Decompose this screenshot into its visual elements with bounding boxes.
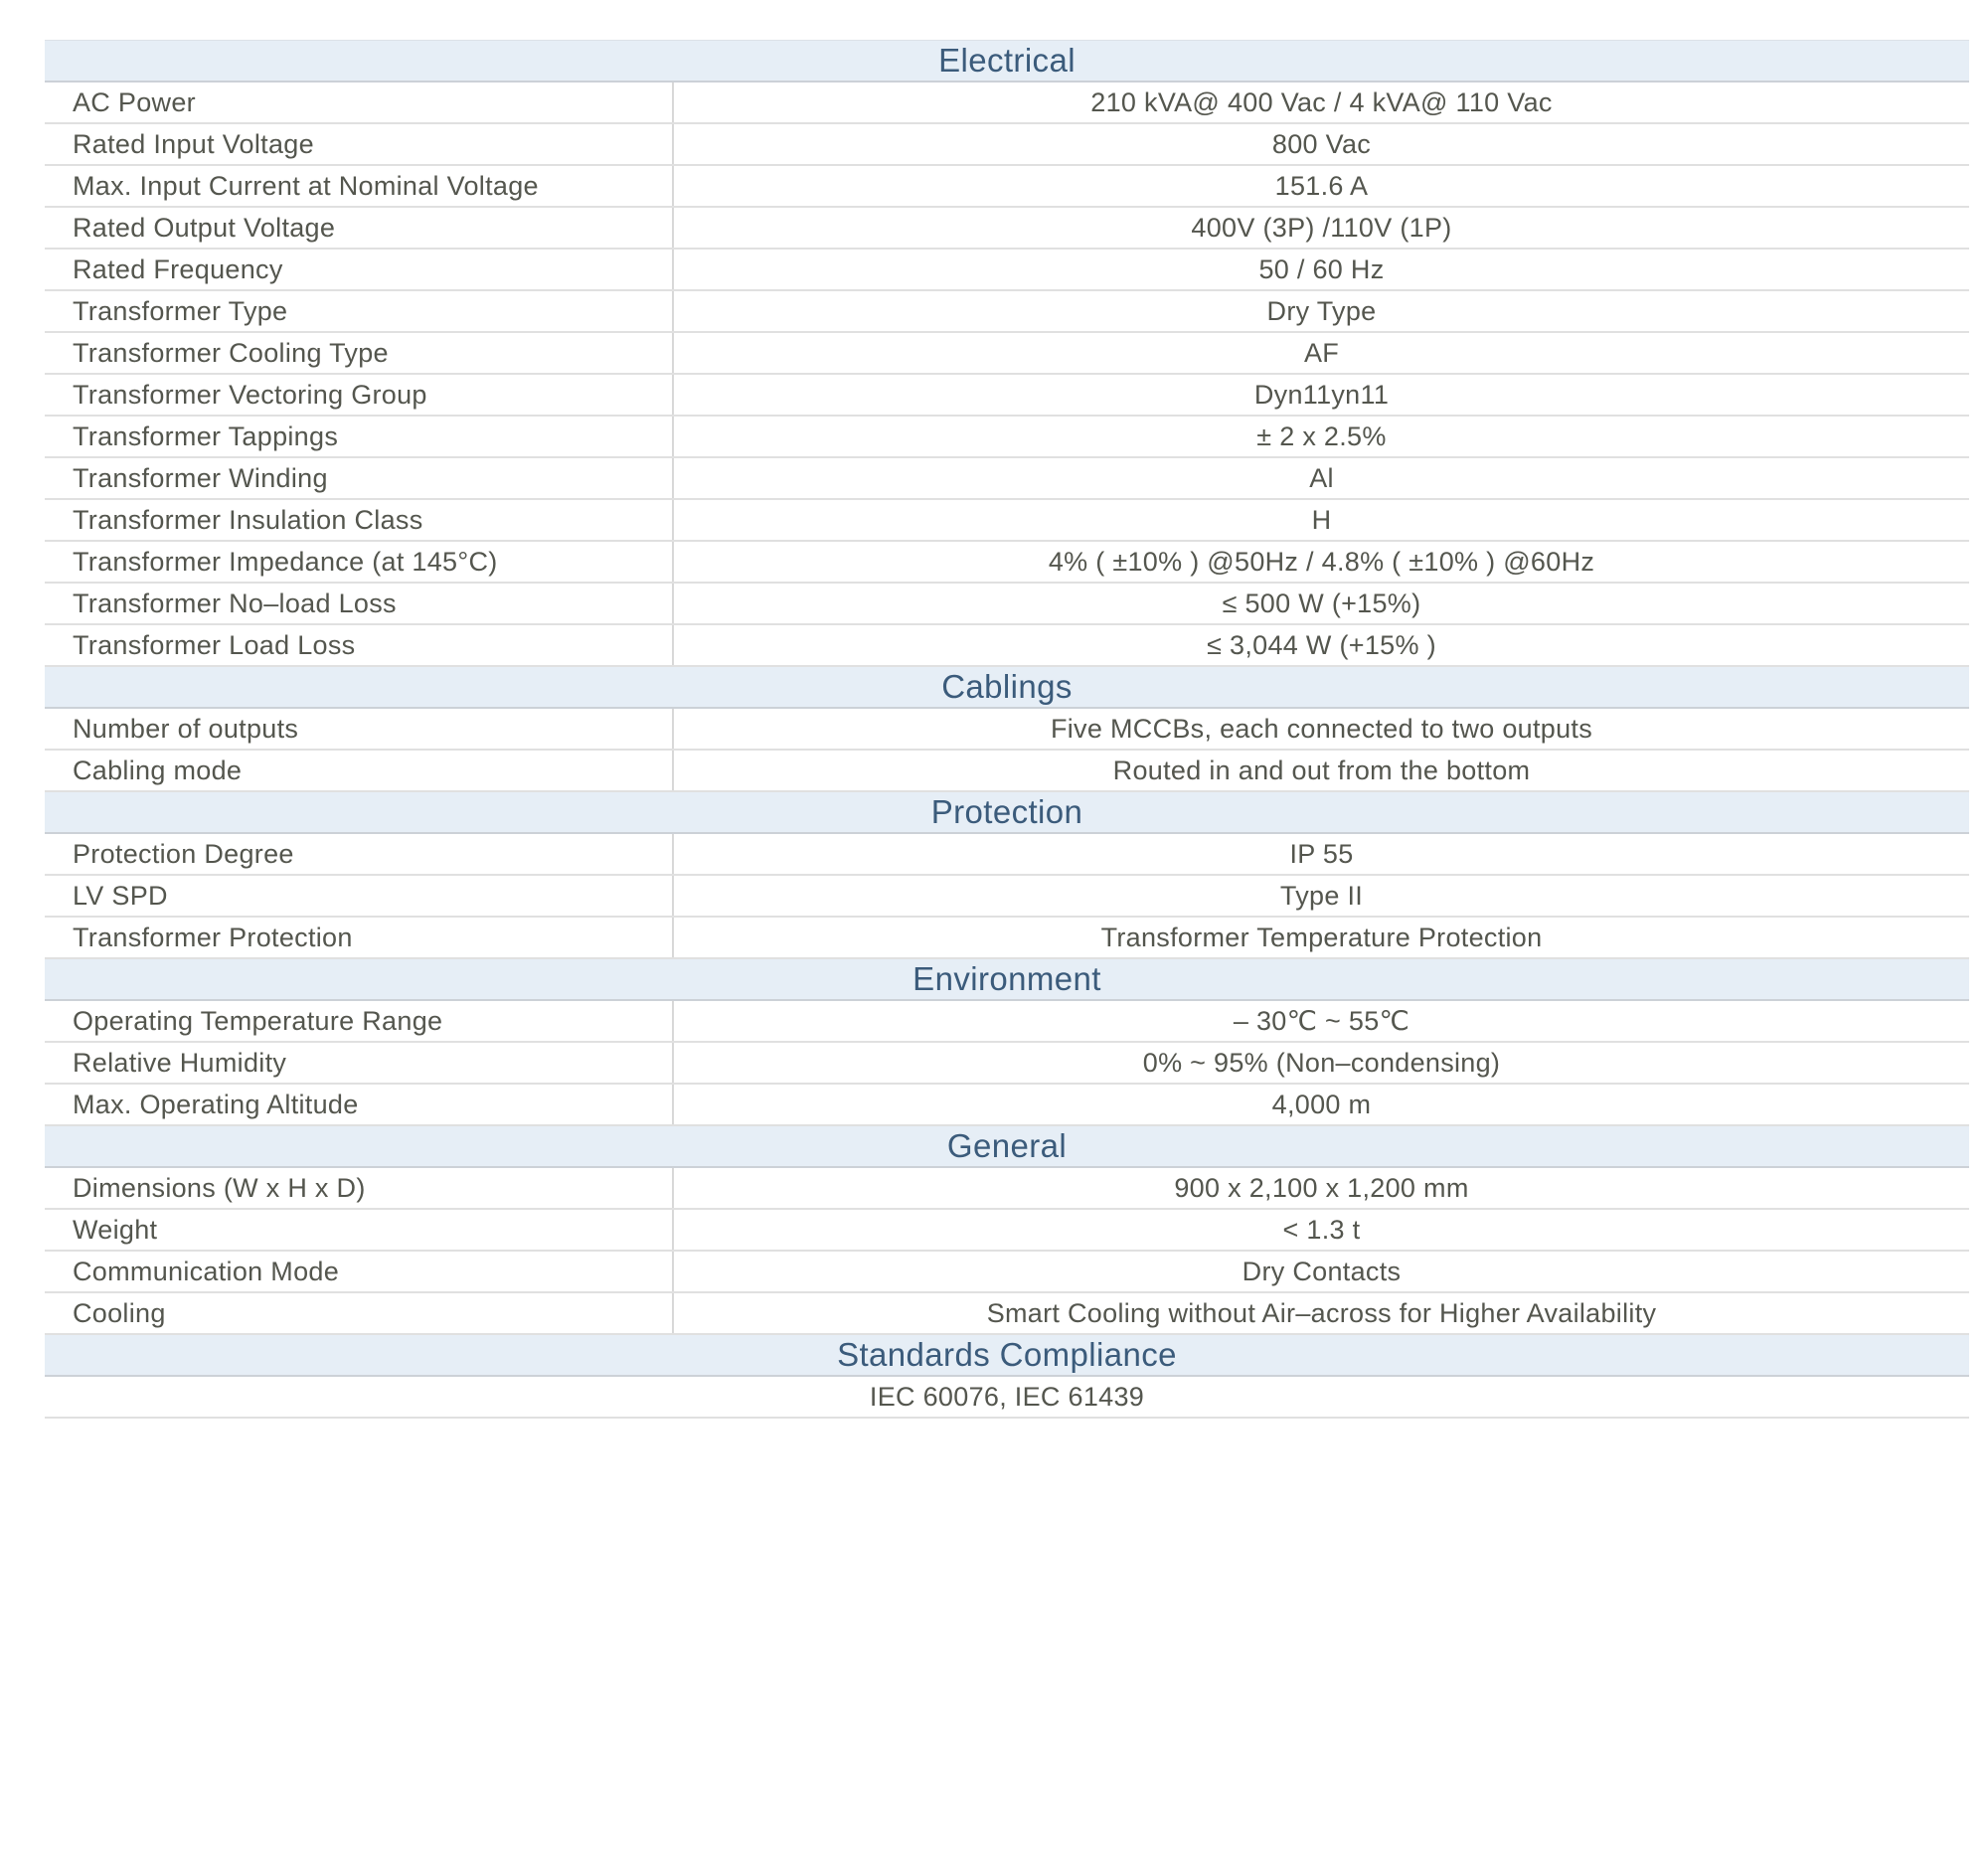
section-header: [45, 41, 1969, 83]
spec-value: Type II: [672, 876, 1969, 916]
spec-value: 900 x 2,100 x 1,200 mm: [672, 1168, 1969, 1208]
table-row: [45, 124, 1969, 166]
section-header: [45, 959, 1969, 1001]
spec-label: AC Power: [73, 86, 196, 117]
spec-value: Dry Type: [672, 291, 1969, 331]
table-row: [45, 1085, 1969, 1126]
table-row: [45, 1210, 1969, 1252]
spec-label: Rated Output Voltage: [73, 212, 336, 243]
spec-label: Transformer Load Loss: [73, 629, 356, 660]
section-title: Standards Compliance: [837, 1336, 1177, 1373]
spec-label: Number of outputs: [73, 713, 299, 744]
spec-label: Protection Degree: [73, 838, 294, 869]
spec-value: 4,000 m: [672, 1085, 1969, 1124]
spec-value: ± 2 x 2.5%: [672, 417, 1969, 456]
table-row-full: [45, 1377, 1969, 1419]
spec-value: Dry Contacts: [672, 1252, 1969, 1291]
spec-table: [45, 40, 1969, 1419]
spec-value: 800 Vac: [672, 124, 1969, 164]
section-title: Cablings: [941, 668, 1073, 705]
table-row: [45, 375, 1969, 417]
spec-value: 4% ( ±10% ) @50Hz / 4.8% ( ±10% ) @60Hz: [672, 542, 1969, 582]
spec-label: Max. Input Current at Nominal Voltage: [73, 170, 539, 201]
table-row: [45, 333, 1969, 375]
spec-label: Transformer Protection: [73, 922, 353, 952]
spec-label: Communication Mode: [73, 1256, 340, 1286]
table-row: [45, 1043, 1969, 1085]
spec-value: 210 kVA@ 400 Vac / 4 kVA@ 110 Vac: [672, 83, 1969, 122]
spec-label: Cabling mode: [73, 755, 243, 785]
spec-value: H: [672, 500, 1969, 540]
spec-value: IEC 60076, IEC 61439: [869, 1381, 1145, 1412]
spec-value: Smart Cooling without Air–across for Higher Availability: [672, 1293, 1969, 1333]
spec-label: Cooling: [73, 1297, 166, 1328]
spec-value: 0% ~ 95% (Non–condensing): [672, 1043, 1969, 1083]
spec-value: AF: [672, 333, 1969, 373]
table-row: [45, 458, 1969, 500]
spec-value: Dyn11yn11: [672, 375, 1969, 415]
table-row: [45, 584, 1969, 625]
spec-label: Rated Input Voltage: [73, 128, 314, 159]
section-title: Protection: [930, 793, 1083, 830]
spec-label: Weight: [73, 1214, 158, 1245]
table-row: [45, 208, 1969, 250]
section-title: Environment: [912, 960, 1101, 997]
spec-label: Transformer Cooling Type: [73, 337, 389, 368]
table-row: [45, 83, 1969, 124]
table-row: [45, 709, 1969, 751]
spec-value: < 1.3 t: [672, 1210, 1969, 1250]
spec-label: Rated Frequency: [73, 253, 283, 284]
spec-label: Transformer No–load Loss: [73, 588, 397, 618]
spec-value: ≤ 500 W (+15%): [672, 584, 1969, 623]
section-title: General: [946, 1127, 1068, 1164]
spec-value: Routed in and out from the bottom: [672, 751, 1969, 790]
table-row: [45, 250, 1969, 291]
spec-label: Transformer Type: [73, 295, 288, 326]
spec-label: LV SPD: [73, 880, 168, 911]
spec-value: – 30℃ ~ 55℃: [672, 1001, 1969, 1041]
section-header: [45, 1335, 1969, 1377]
spec-value: 400V (3P) /110V (1P): [672, 208, 1969, 248]
spec-label: Max. Operating Altitude: [73, 1089, 359, 1119]
table-row: [45, 876, 1969, 918]
section-title: Electrical: [938, 42, 1076, 79]
table-row: [45, 417, 1969, 458]
spec-value: ≤ 3,044 W (+15% ): [672, 625, 1969, 665]
spec-value: Transformer Temperature Protection: [672, 918, 1969, 957]
spec-value: Al: [672, 458, 1969, 498]
spec-label: Transformer Insulation Class: [73, 504, 423, 535]
table-row: [45, 1001, 1969, 1043]
spec-label: Transformer Tappings: [73, 421, 339, 451]
spec-value: 50 / 60 Hz: [672, 250, 1969, 289]
table-row: [45, 1168, 1969, 1210]
spec-label: Operating Temperature Range: [73, 1005, 443, 1036]
table-row: [45, 1252, 1969, 1293]
spec-value: Five MCCBs, each connected to two outputs: [672, 709, 1969, 749]
section-header: [45, 1126, 1969, 1168]
spec-label: Dimensions (W x H x D): [73, 1172, 366, 1203]
spec-label: Relative Humidity: [73, 1047, 287, 1078]
table-row: [45, 834, 1969, 876]
section-header: [45, 667, 1969, 709]
table-row: [45, 1293, 1969, 1335]
table-row: [45, 625, 1969, 667]
table-row: [45, 751, 1969, 792]
table-row: [45, 166, 1969, 208]
table-row: [45, 542, 1969, 584]
section-header: [45, 792, 1969, 834]
spec-value: 151.6 A: [672, 166, 1969, 206]
table-row: [45, 500, 1969, 542]
spec-label: Transformer Winding: [73, 462, 328, 493]
spec-label: Transformer Impedance (at 145°C): [73, 546, 498, 577]
spec-label: Transformer Vectoring Group: [73, 379, 427, 410]
spec-value: IP 55: [672, 834, 1969, 874]
table-row: [45, 291, 1969, 333]
table-row: [45, 918, 1969, 959]
